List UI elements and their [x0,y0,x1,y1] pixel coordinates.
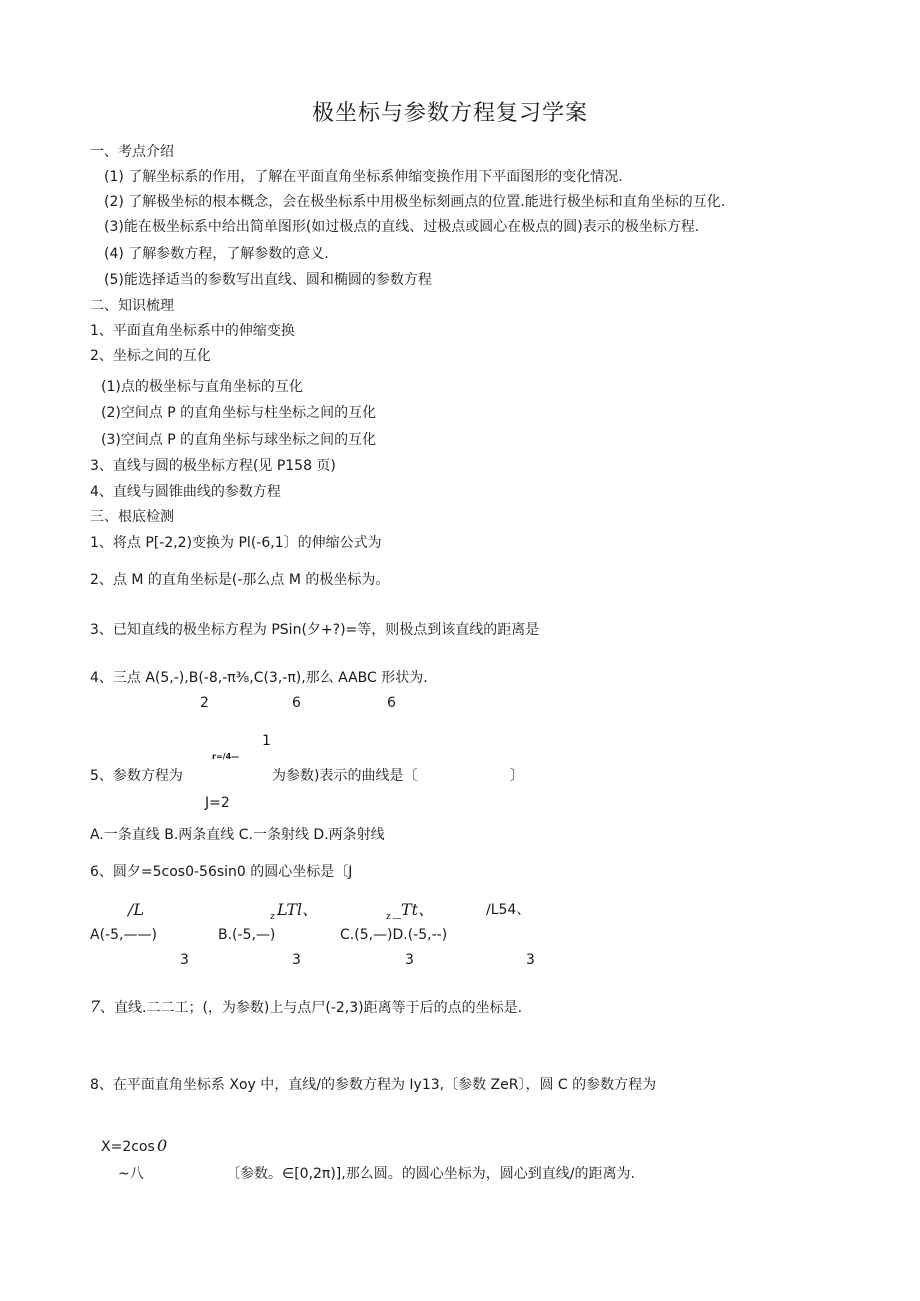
objective-item-2: (2) 了解极坐标的根本概念，会在极坐标系中用极坐标刻画点的位置.能进行极坐标和直角坐标的互化. [104,194,726,210]
objective-item-4: (4) 了解参数方程，了解参数的意义. [104,246,329,262]
q7-number: 7 [90,997,101,1016]
knowledge-subitem-2: (2)空间点 P 的直角坐标与柱坐标之间的互化 [101,405,377,421]
q8-ba: ~八 [118,1166,144,1182]
q6-sub-c: z [386,912,391,922]
section-heading-3: 三、根底检测 [90,509,174,525]
q6-sub-b: z [270,912,275,922]
objective-item-3: (3)能在极坐标系中给出简单图形(如过极点的直线、过极点或圆心在极点的圆)表示的极坐标方程. [104,219,700,235]
page-title: 极坐标与参数方程复习学案 [312,101,589,126]
q6-option-b: B.(-5,—) [218,927,276,943]
knowledge-item-1: 1、平面直角坐标系中的伸缩变换 [90,323,295,339]
q5-text-rest: 为参数)表示的曲线是〔 [272,768,418,784]
q6-numerator-c: _Tt、 [393,900,435,919]
question-4: 4、三点 A(5,-),B(-8,-π⅜,C(3,-π),那么 AABC 形状为. [90,670,428,686]
q5-numerator: 1 [262,733,271,749]
q6-denominator-1: 3 [180,952,189,968]
q5-small-expr: r=/4— [212,752,240,761]
q4-denominator-3: 6 [387,695,396,711]
knowledge-item-4: 4、直线与圆锥曲线的参数方程 [90,484,281,500]
q5-j2: J=2 [205,795,230,811]
q6-denominator-3: 3 [405,952,414,968]
q4-denominator-1: 2 [200,695,209,711]
q6-numerator-b: LTl、 [277,900,319,919]
q4-denominator-2: 6 [292,695,301,711]
section-heading-2: 二、知识梳理 [90,298,174,314]
knowledge-item-2: 2、坐标之间的互化 [90,348,211,364]
q5-options: A.一条直线 B.两条直线 C.一条射线 D.两条射线 [90,827,385,843]
question-1: 1、将点 P[-2,2)变换为 Pl(-6,1〕的伸缩公式为 [90,535,382,551]
q6-denominator-4: 3 [526,952,535,968]
knowledge-subitem-1: (1)点的极坐标与直角坐标的互化 [101,379,303,395]
q6-option-cd: C.(5,—)D.(-5,--) [340,927,448,943]
knowledge-item-3: 3、直线与圆的极坐标方程(见 P158 页) [90,458,336,474]
q8-x-expr: X=2cos [101,1139,155,1155]
q6-numerator-a: /L [128,900,145,919]
objective-item-1: (1) 了解坐标系的作用，了解在平面直角坐标系伸缩变换作用下平面图形的变化情况. [104,169,623,185]
question-6: 6、圆夕=5cos0-56sin0 的圆心坐标是〔J [90,864,353,880]
q8-text-rest: 〔参数。∈[0,2π)],那么圆。的圆心坐标为，圆心到直线/的距离为. [226,1166,635,1182]
q8-theta: 0 [157,1136,168,1155]
q6-option-a: A(-5,——) [90,927,157,943]
knowledge-subitem-3: (3)空间点 P 的直角坐标与球坐标之间的互化 [101,432,377,448]
question-2: 2、点 M 的直角坐标是(-那么点 M 的极坐标为。 [90,572,390,588]
q6-denominator-2: 3 [292,952,301,968]
section-heading-1: 一、考点介绍 [90,144,174,160]
objective-item-5: (5)能选择适当的参数写出直线、圆和椭圆的参数方程 [104,272,432,288]
q6-numerator-d: ∕L54、 [486,902,531,918]
question-7: 、直线.二二工；(，为参数)上与点尸(-2,3)距离等于后的点的坐标是. [100,1000,523,1016]
question-3: 3、已知直线的极坐标方程为 PSin(夕+?)=等，则极点到该直线的距离是 [90,622,540,638]
question-5: 5、参数方程为 [90,768,183,784]
question-8: 8、在平面直角坐标系 Xoy 中，直线/的参数方程为 Iy13,〔参数 ZeR〕，圆 C 的参数方程为 [90,1077,657,1093]
q5-bracket-close: 〕 [510,768,524,784]
